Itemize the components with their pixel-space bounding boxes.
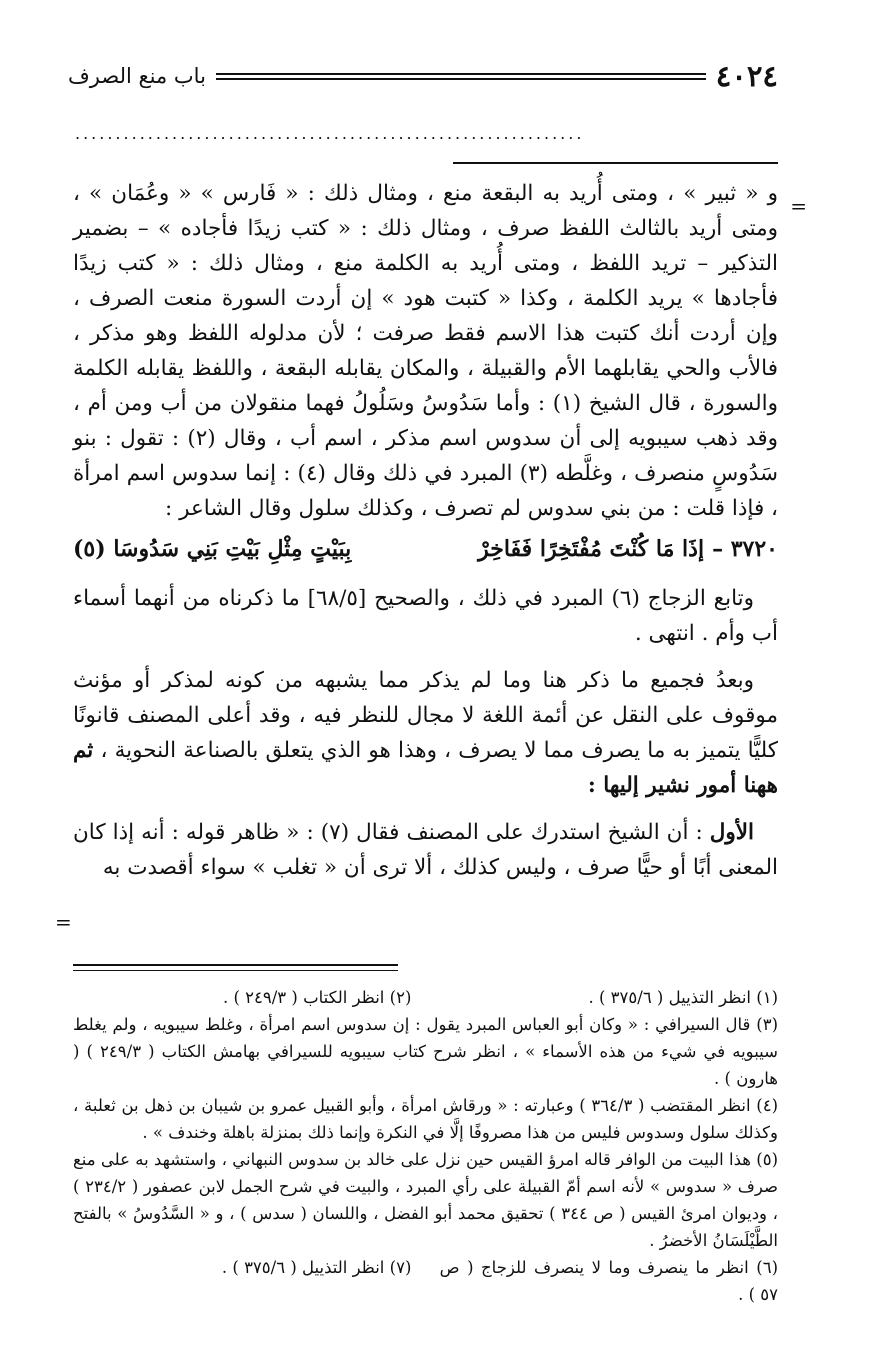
footnote-6: (٦) انظر ما ينصرف وما لا ينصرف للزجاج ( ص ٥٧ ) .: [439, 1258, 778, 1304]
page-number: ٤٠٢٤: [715, 59, 778, 93]
header-rule: [216, 73, 706, 80]
paragraph: وتابع الزجاج (٦) المبرد في ذلك ، والصحيح [٦٨/٥] ما ذكرناه من أنهما أسماء أب وأم . انتهى .: [73, 586, 778, 646]
paragraph-text: : أن الشيخ استدرك على المصنف فقال (٧) : « ظاهر قوله : أنه إذا كان المعنى أبًا أو حيًّا صرف ، وليس كذلك ، ألا ترى أن « تغلب » سواء أقصدت به: [73, 820, 778, 880]
chapter-title: باب منع الصرف: [68, 64, 206, 88]
running-header: [68, 58, 778, 94]
paragraph-bold-text: ثم ههنا أمور نشير إليها :: [73, 738, 778, 798]
dotted-ornament: ...............................................................: [75, 124, 585, 143]
footnotes: [73, 984, 778, 1308]
footnote-row: [73, 984, 778, 1011]
paragraph: [73, 663, 778, 803]
continuation-mark: =: [790, 194, 807, 218]
continuation-mark-end: =: [55, 910, 72, 934]
paragraph: و « ثبير » ، ومتى أُريد به البقعة منع ، ومثال ذلك : « فَارس » « وعُمَان » ، ومتى أريد بالثالث اللفظ صرف ، ومثال ذلك : « كتب زيدًا فأجاده » – بضمير التذكير – تريد اللفظ ، ومتى أُريد به الكلمة منع ، ومثال ذلك : « كتب زيدًا فأجادها » يريد الكلمة ، وكذا « كتبت هود » إن أردت السورة منعت الصرف ، وإن أردت أنك كتبت هذا الاسم فقط صرفت ؛ لأن مدلوله اللفظ وهو مذكر ، فالأب والحي يقابلهما الأم والقبيلة ، والمكان يقابله البقعة ، واللفظ يقابله الكلمة والسورة ، قال الشيخ (١) : وأما سَدُوسُ وسَلُولُ فهما منقولان من أب ومن أم ، وقد ذهب سيبويه إلى أن سدوس اسم مذكر ، اسم أب ، وقال (٢) : تقول : بنو سَدُوسٍ منصرف ، وغلَّطه (٣) المبرد في ذلك وقال (٤) : إنما سدوس اسم امرأة ، فإذا قلت : من بني سدوس لم تصرف ، وكذلك سلول وقال الشاعر :: [73, 181, 778, 521]
footnote-separator-thin: [73, 970, 398, 971]
verse-first-hemistich: [478, 532, 778, 567]
verse-first-text: إذَا مَا كُنْتَ مُفْتَخِرًا فَفَاخِرْ: [478, 536, 705, 562]
separator-rule: [453, 162, 778, 164]
paragraph-lead: الأول: [709, 820, 754, 845]
paragraph-text: وبعدُ فجميع ما ذكر هنا وما لم يذكر مما يشبهه من كونه لمذكر أو مؤنث موقوف على النقل عن أئمة اللغة لا مجال للنظر فيه ، وقد أعلى المصنف قانونًا كليًّا يتميز به ما يصرف مما لا يصرف ، وهذا هو الذي يتعلق بالصناعة النحوية ،: [73, 668, 778, 763]
footnote-separator: [73, 964, 398, 966]
footnote-1: (١) انظر التذييل ( ٣٧٥/٦ ) .: [588, 988, 778, 1007]
paragraph: [73, 815, 778, 885]
footnote-4: (٤) انظر المقتضب ( ٣٦٤/٣ ) وعبارته : « ورقاش امرأة ، وأبو القبيل عمرو بن شيبان بن ذهل بن ثعلبة ، وكذلك سلول وسدوس فليس من هذا مصروفًا إلَّا في النكرة وإنما ذلك بمنزلة باهلة وخندف » .: [73, 1096, 778, 1142]
footnote-5: (٥) هذا البيت من الوافر قاله امرؤ القيس حين نزل على خالد بن سدوس النبهاني ، واستشهد به على منع صرف « سدوس » لأنه اسم أمّ القبيلة على رأي المبرد ، والبيت في شرح الجمل لابن عصفور ( ٢٣٤/٢ ) ، وديوان امرئ القيس ( ص ٣٤٤ ) تحقيق محمد أبو الفضل ، واللسان ( سدس ) ، و « السَّدُوسُ » بالفتح الطَّيْلَسَانُ الأخضرُ .: [73, 1150, 778, 1250]
main-text: [73, 176, 778, 885]
footnote-7: (٧) انظر التذييل ( ٣٧٥/٦ ) .: [221, 1258, 412, 1277]
footnote-row: [73, 1254, 778, 1308]
verse-line: [73, 526, 778, 581]
footnote-2: (٢) انظر الكتاب ( ٢٤٩/٣ ) .: [222, 988, 412, 1007]
footnote-3: (٣) قال السيرافي : « وكان أبو العباس المبرد يقول : إن سدوس اسم امرأة ، وغلط سيبويه ، ولم يغلط سيبويه في شيء من هذه الأسماء » ، انظر شرح كتاب سيبويه للسيرافي بهامش الكتاب ( ٢٤٩/٣ ) ( هارون ) .: [73, 1015, 778, 1088]
verse-second-hemistich: بِبَيْتٍ مِثْلِ بَيْتِ بَنِي سَدُوسَا (٥): [73, 536, 352, 562]
verse-number: ٣٧٢٠ –: [712, 536, 778, 562]
